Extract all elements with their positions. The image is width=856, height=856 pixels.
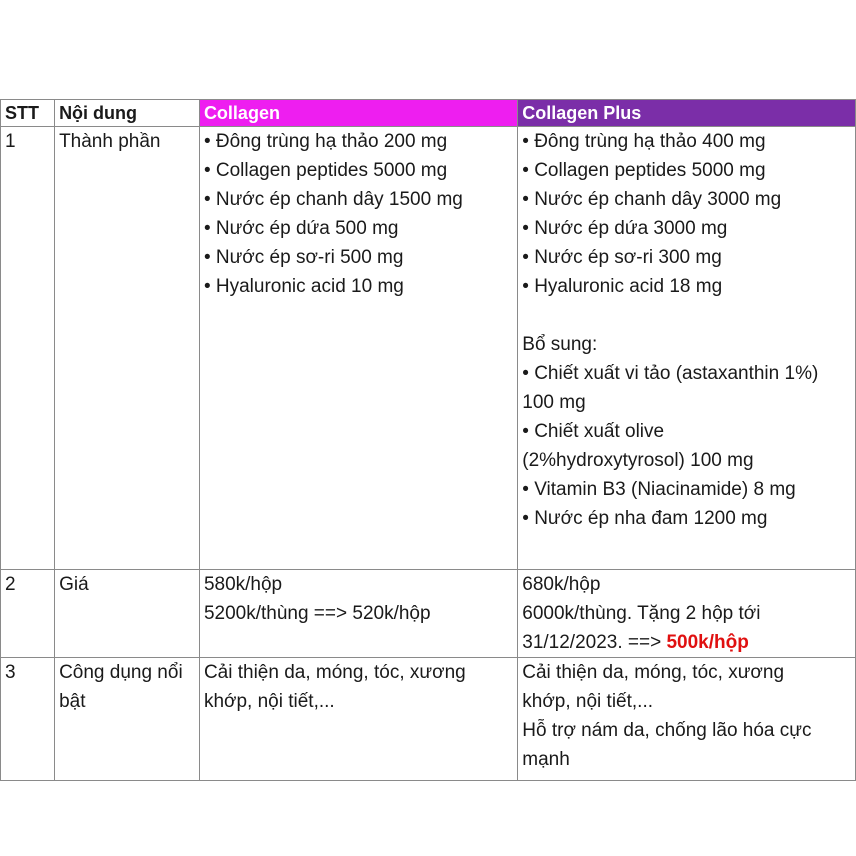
price-line: 680k/hộp — [522, 574, 601, 595]
price-line: 6000k/thùng. Tặng 2 hộp tới — [522, 603, 761, 624]
list-item: • Chiết xuất vi tảo (astaxanthin 1%) — [522, 363, 819, 384]
benefit-line: mạnh — [522, 749, 570, 770]
collagen-plus-benefits — [518, 658, 856, 781]
row-3-stt: 3 — [1, 658, 55, 781]
header-collagen-plus: Collagen Plus — [518, 100, 856, 127]
list-item: • Nước ép dứa 3000 mg — [522, 218, 728, 239]
table-row-ingredients — [1, 127, 856, 570]
label-line: Công dụng nổi — [59, 662, 183, 683]
list-item: • Nước ép nha đam 1200 mg — [522, 508, 768, 529]
list-item: • Nước ép sơ-ri 500 mg — [203, 247, 404, 268]
list-item: • Đông trùng hạ thảo 400 mg — [522, 131, 766, 152]
collagen-plus-ingredients — [518, 127, 856, 570]
list-item: • Hyaluronic acid 18 mg — [522, 276, 723, 297]
collagen-price — [199, 570, 517, 658]
comparison-table — [0, 99, 856, 781]
row-3-label — [55, 658, 200, 781]
header-collagen: Collagen — [199, 100, 517, 127]
list-item: • Nước ép sơ-ri 300 mg — [522, 247, 722, 268]
collagen-benefits — [199, 658, 517, 781]
benefit-line: Cải thiện da, móng, tóc, xương — [522, 662, 785, 683]
price-line: 580k/hộp — [203, 574, 283, 595]
collagen-ingredients — [199, 127, 517, 570]
list-item: • Nước ép chanh dây 1500 mg — [203, 189, 463, 210]
price-prefix: 31/12/2023. ==> — [522, 632, 667, 653]
supplement-title: Bổ sung: — [522, 334, 598, 355]
list-item: • Collagen peptides 5000 mg — [203, 160, 448, 181]
collagen-plus-price — [518, 570, 856, 658]
list-item: (2%hydroxytyrosol) 100 mg — [522, 450, 754, 471]
table-row-price — [1, 570, 856, 658]
list-item: • Chiết xuất olive — [522, 421, 665, 442]
header-row — [1, 100, 856, 127]
benefit-line: Hỗ trợ nám da, chống lão hóa cực — [522, 720, 812, 741]
list-item: • Vitamin B3 (Niacinamide) 8 mg — [522, 479, 796, 500]
benefit-line: Cải thiện da, móng, tóc, xương — [203, 662, 466, 683]
list-item: • Collagen peptides 5000 mg — [522, 160, 766, 181]
benefit-line: khớp, nội tiết,... — [203, 691, 335, 712]
list-item: • Hyaluronic acid 10 mg — [203, 276, 404, 297]
header-stt: STT — [1, 100, 55, 127]
row-1-stt: 1 — [1, 127, 55, 570]
highlight-price: 500k/hộp — [666, 632, 749, 653]
list-item: 100 mg — [522, 392, 586, 413]
spacer — [522, 301, 855, 330]
header-content: Nội dung — [55, 100, 200, 127]
price-line — [522, 628, 855, 657]
list-item: • Đông trùng hạ thảo 200 mg — [203, 131, 448, 152]
benefit-line: khớp, nội tiết,... — [522, 691, 654, 712]
row-2-stt: 2 — [1, 570, 55, 658]
list-item: • Nước ép chanh dây 3000 mg — [522, 189, 782, 210]
price-line: 5200k/thùng ==> 520k/hộp — [203, 603, 431, 624]
row-2-label: Giá — [55, 570, 200, 658]
label-line: bật — [59, 691, 86, 712]
list-item: • Nước ép dứa 500 mg — [203, 218, 399, 239]
row-1-label: Thành phần — [55, 127, 200, 570]
table-row-benefits — [1, 658, 856, 781]
